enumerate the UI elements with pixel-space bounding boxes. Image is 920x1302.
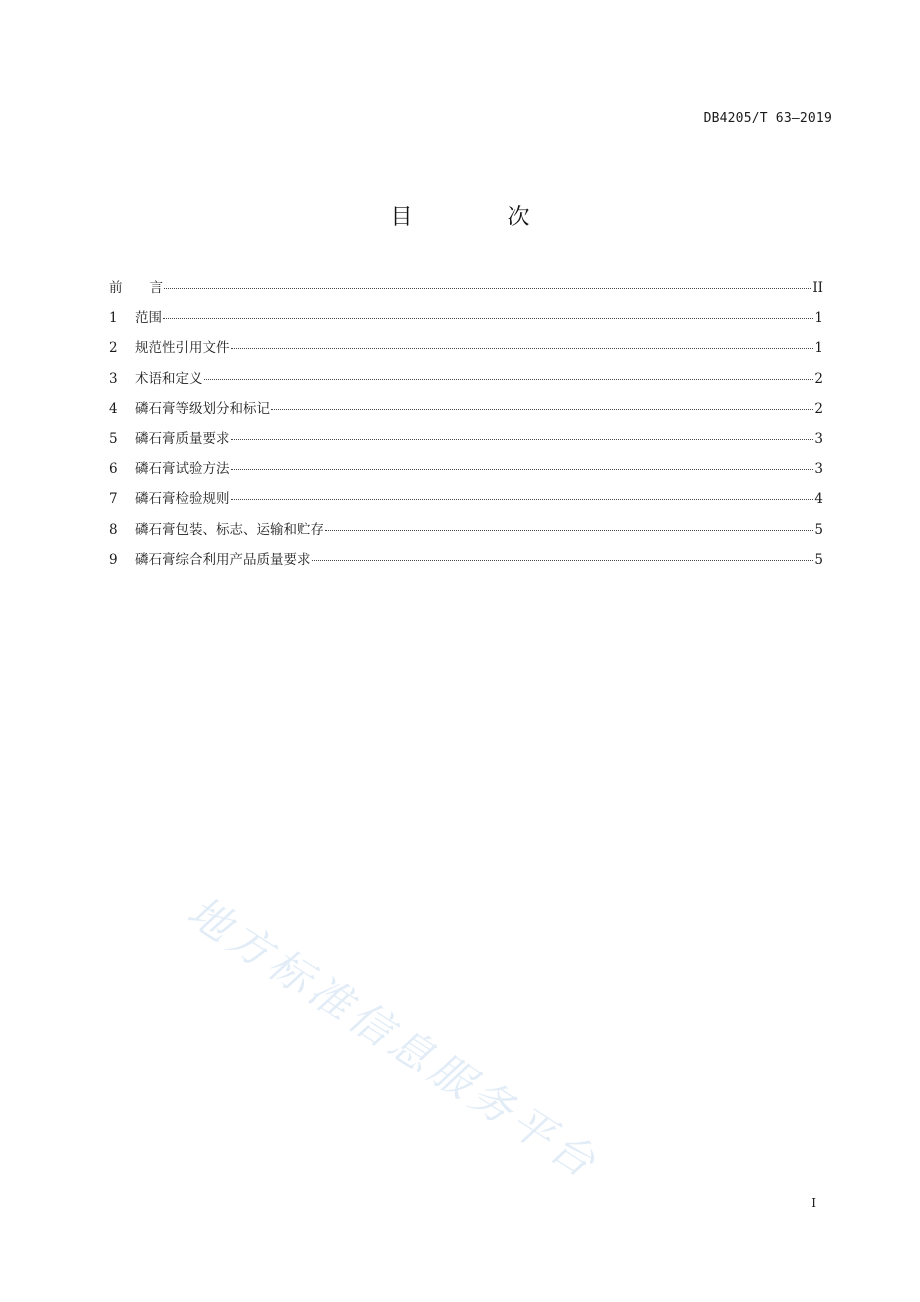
toc-leader xyxy=(231,348,814,349)
document-code: DB4205/T 63—2019 xyxy=(703,111,832,126)
toc-entry-text: 磷石膏质量要求 xyxy=(135,430,230,447)
toc-leader xyxy=(325,530,813,531)
toc-entry-number: 6 xyxy=(109,461,118,478)
toc-entry-foreword[interactable] xyxy=(109,278,823,308)
toc-entry-page: 2 xyxy=(814,400,823,417)
toc-entry-page: 3 xyxy=(814,430,823,447)
toc-leader xyxy=(231,499,814,500)
toc-entry-page: 5 xyxy=(814,551,823,568)
toc-entry-2[interactable] xyxy=(109,338,823,368)
toc-leader xyxy=(163,318,813,319)
toc-entry-5[interactable] xyxy=(109,429,823,459)
page-number: I xyxy=(811,1196,816,1210)
watermark: 地方标准信息服务平台 xyxy=(178,886,609,1190)
toc-leader xyxy=(231,469,814,470)
toc-entry-8[interactable] xyxy=(109,520,823,550)
toc-entry-text: 磷石膏等级划分和标记 xyxy=(135,400,270,417)
toc-entry-text: 术语和定义 xyxy=(135,370,203,387)
toc-entry-number: 3 xyxy=(109,370,118,387)
toc-entry-4[interactable] xyxy=(109,399,823,429)
toc-entry-7[interactable] xyxy=(109,489,823,519)
toc-entry-number: 4 xyxy=(109,400,118,417)
toc-entry-text: 规范性引用文件 xyxy=(135,340,230,357)
toc-entry-number: 5 xyxy=(109,430,118,447)
toc-leader xyxy=(231,439,814,440)
toc-entry-text: 磷石膏检验规则 xyxy=(135,491,230,508)
toc-entry-page: 4 xyxy=(814,491,823,508)
toc-entry-number: 9 xyxy=(109,551,118,568)
toc-leader xyxy=(312,560,814,561)
toc-entry-number: 1 xyxy=(109,310,118,327)
toc-entry-page: 1 xyxy=(814,310,823,327)
toc-entry-page: 2 xyxy=(814,370,823,387)
toc-entry-text: 前 言 xyxy=(109,280,163,296)
toc-entry-number: 8 xyxy=(109,521,118,538)
toc-leader xyxy=(164,288,811,289)
toc-entry-1[interactable] xyxy=(109,308,823,338)
toc-entry-page: II xyxy=(812,280,823,296)
toc-entry-text: 磷石膏包装、标志、运输和贮存 xyxy=(135,521,324,538)
table-of-contents xyxy=(109,278,823,580)
toc-leader xyxy=(204,379,814,380)
toc-entry-number: 2 xyxy=(109,340,118,357)
toc-entry-text: 磷石膏综合利用产品质量要求 xyxy=(135,551,311,568)
toc-entry-6[interactable] xyxy=(109,459,823,489)
toc-entry-text: 范围 xyxy=(135,310,162,327)
toc-entry-3[interactable] xyxy=(109,369,823,399)
toc-entry-page: 3 xyxy=(814,461,823,478)
toc-entry-page: 1 xyxy=(814,340,823,357)
toc-entry-text: 磷石膏试验方法 xyxy=(135,461,230,478)
toc-title: 目 次 xyxy=(390,205,574,230)
toc-entry-number: 7 xyxy=(109,491,118,508)
toc-entry-9[interactable] xyxy=(109,550,823,580)
toc-entry-page: 5 xyxy=(814,521,823,538)
toc-leader xyxy=(271,409,813,410)
